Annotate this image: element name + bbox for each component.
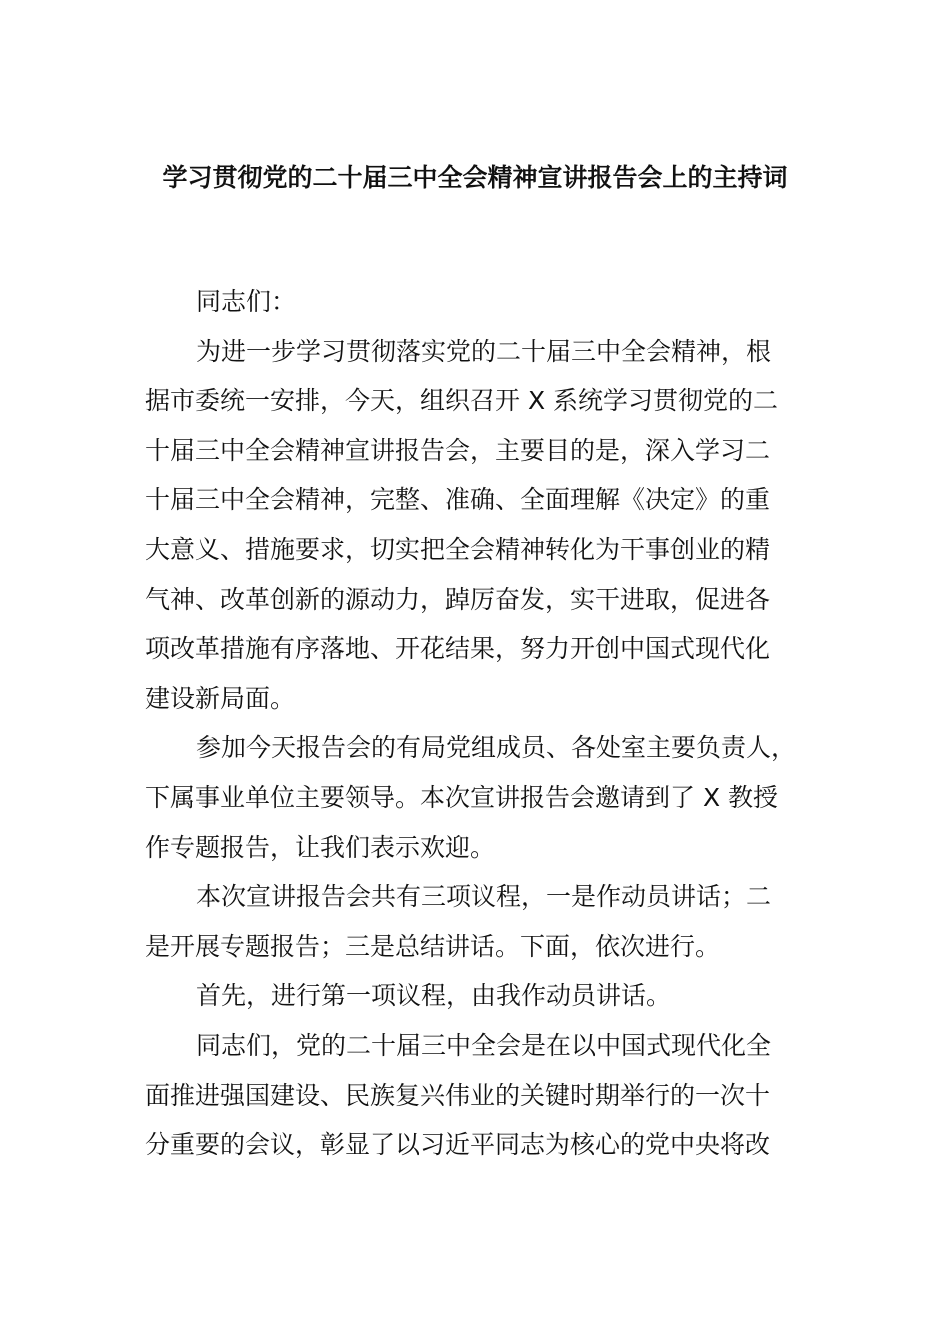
document-title: 学习贯彻党的二十届三中全会精神宣讲报告会上的主持词 [162,163,788,192]
text-line: 气神、改革创新的源动力，踔厉奋发，实干进取，促进各 [145,584,771,614]
document-body [145,277,825,1170]
text-line: 首先，进行第一项议程，由我作动员讲话。 [196,981,672,1011]
text-line: 十届三中全会精神宣讲报告会，主要目的是，深入学习二 [145,435,771,465]
text-line: 十届三中全会精神，完整、准确、全面理解《决定》的重 [145,485,771,515]
text-line: 为进一步学习贯彻落实党的二十届三中全会精神，根 [196,336,772,366]
text-line: 作专题报告，让我们表示欢迎。 [145,832,496,862]
text-line: 面推进强国建设、民族复兴伟业的关键时期举行的一次十 [145,1080,771,1110]
text-line: 参加今天报告会的有局党组成员、各处室主要负责人， [196,733,797,763]
text-line: 大意义、措施要求，切实把全会精神转化为干事创业的精 [145,534,771,564]
text-line: 是开展专题报告；三是总结讲话。下面，依次进行。 [145,931,721,961]
text-line: 同志们： [196,287,297,316]
text-line: 分重要的会议，彰显了以习近平同志为核心的党中央将改 [145,1130,771,1160]
text-line: 据市委统一安排，今天，组织召开 X 系统学习贯彻党的二 [145,386,779,416]
text-line: 同志们，党的二十届三中全会是在以中国式现代化全 [196,1030,772,1060]
text-line: 本次宣讲报告会共有三项议程，一是作动员讲话；二 [196,882,772,912]
text-line: 下属事业单位主要领导。本次宣讲报告会邀请到了 X 教授 [145,782,779,812]
text-line: 建设新局面。 [145,683,296,713]
text-line: 项改革措施有序落地、开花结果，努力开创中国式现代化 [145,634,771,664]
